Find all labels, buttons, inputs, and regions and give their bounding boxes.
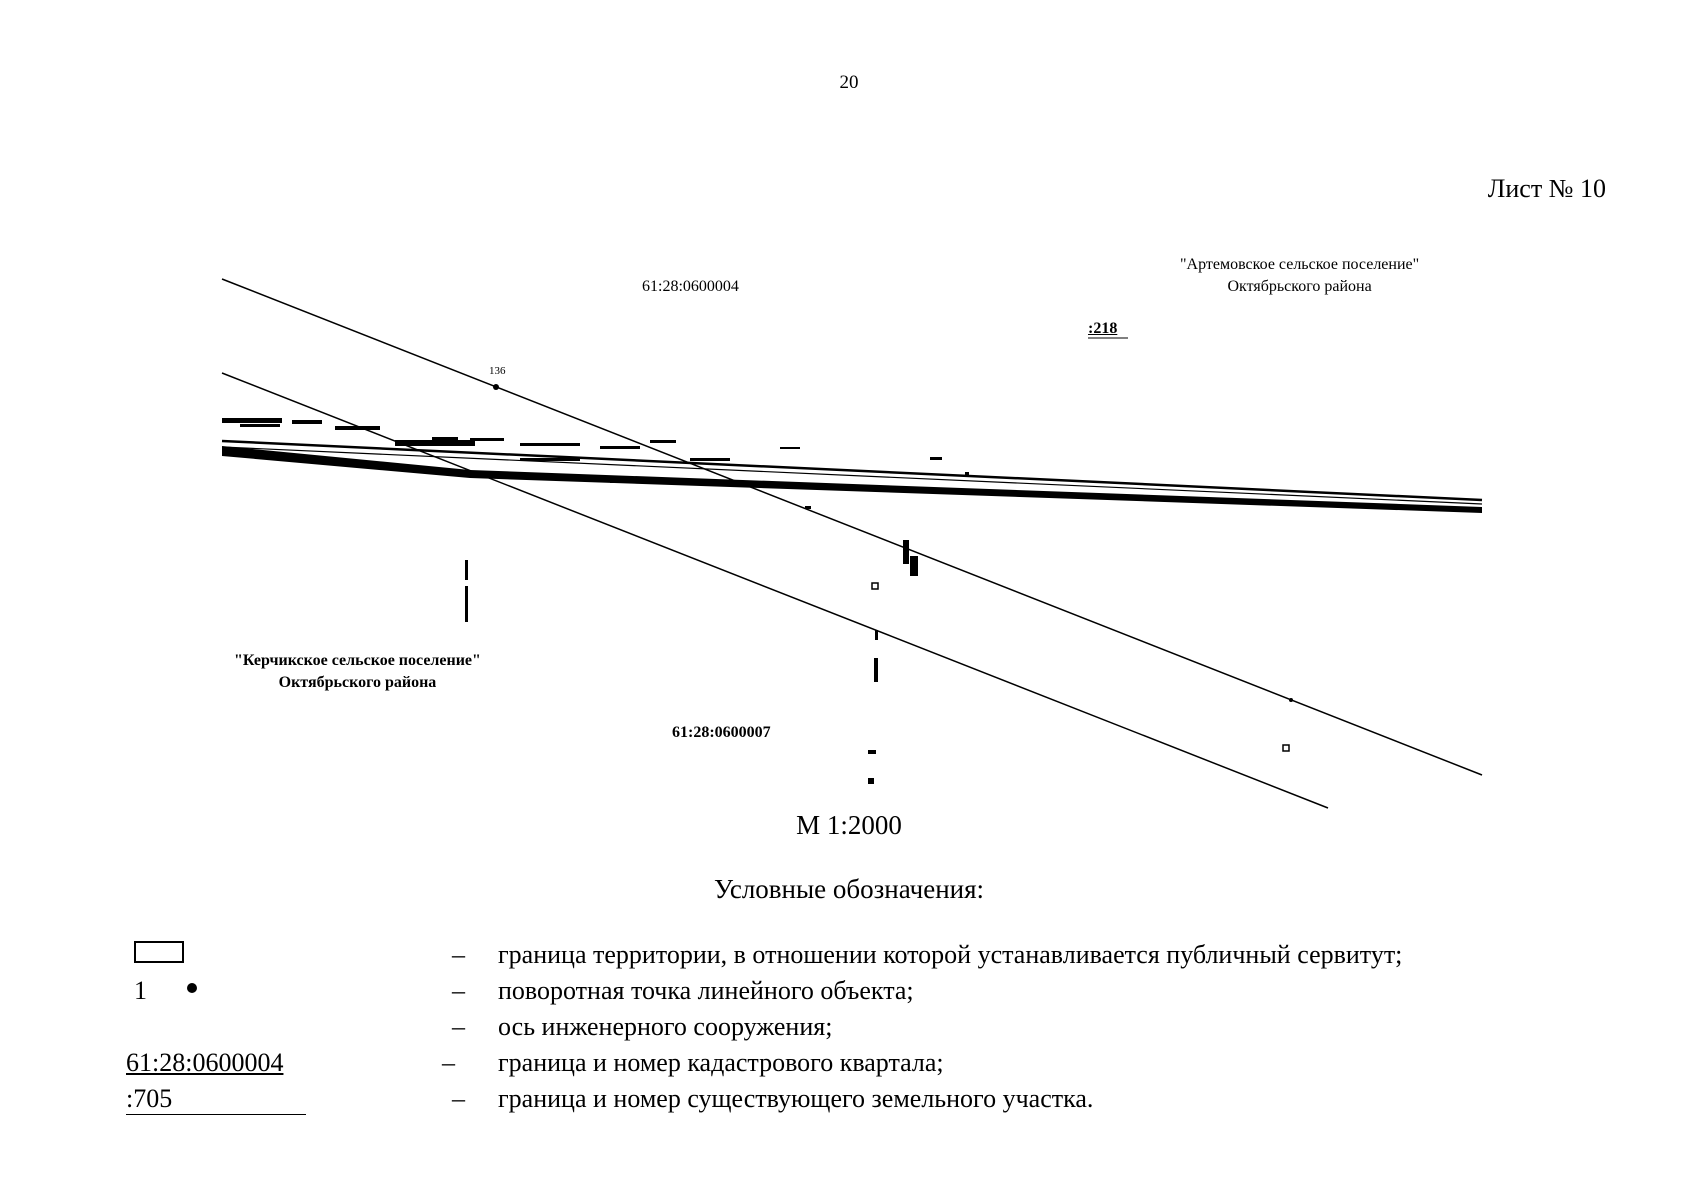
- legend-dash: –: [452, 976, 465, 1005]
- servitude-boundary-lower: [222, 373, 1328, 808]
- legend-sample-boundary: [134, 941, 184, 963]
- servitude-boundary-upper: [222, 279, 1482, 775]
- quarter-label-top: 61:28:0600004: [642, 278, 739, 295]
- parcel-label-218: :218: [1088, 320, 1118, 337]
- small-square: [1283, 745, 1289, 751]
- legend-dash: –: [442, 1048, 455, 1077]
- quarter-label-bottom: 61:28:0600007: [672, 724, 771, 741]
- map-scale: М 1:2000: [796, 810, 902, 840]
- legend-text-point: поворотная точка линейного объекта;: [498, 976, 914, 1005]
- settlement-label-left: [234, 650, 481, 694]
- sheet-label: Лист № 10: [1487, 174, 1606, 203]
- small-square: [872, 583, 878, 589]
- legend-sample-point-dot: [187, 983, 197, 993]
- settlement-label-right: [1180, 254, 1419, 298]
- page-number: 20: [839, 72, 859, 93]
- turning-point: [1289, 698, 1293, 702]
- road-edge-upper2: [222, 447, 1482, 504]
- legend-sample-quarter: 61:28:0600004: [126, 1048, 284, 1077]
- legend-text-quarter: граница и номер кадастрового квартала;: [498, 1048, 944, 1077]
- legend-sample-point-number: 1: [134, 976, 147, 1005]
- settlement-left-line1: "Керчикское сельское поселение": [234, 652, 481, 669]
- settlement-right-line2: Октябрьского района: [1227, 278, 1372, 295]
- legend-dash: –: [452, 940, 465, 969]
- settlement-left-line2: Октябрьского района: [278, 674, 437, 691]
- legend-dash: –: [452, 1084, 465, 1113]
- legend-title: Условные обозначения:: [713, 874, 985, 904]
- legend-sample-parcel: :705: [126, 1084, 173, 1113]
- legend-dash: –: [452, 1012, 465, 1041]
- legend-sample-parcel-underline: [126, 1114, 306, 1115]
- legend-text-parcel: граница и номер существующего земельного участка.: [498, 1084, 1094, 1113]
- vertical-marks: [465, 540, 918, 784]
- settlement-right-line1: "Артемовское сельское поселение": [1180, 256, 1420, 273]
- legend-text-boundary: граница территории, в отношении которой устанавливается публичный сервитут;: [498, 940, 1403, 969]
- point-label-136: 136: [489, 365, 506, 377]
- legend-text-axis: ось инженерного сооружения;: [498, 1012, 833, 1041]
- turning-point-136: [493, 384, 499, 390]
